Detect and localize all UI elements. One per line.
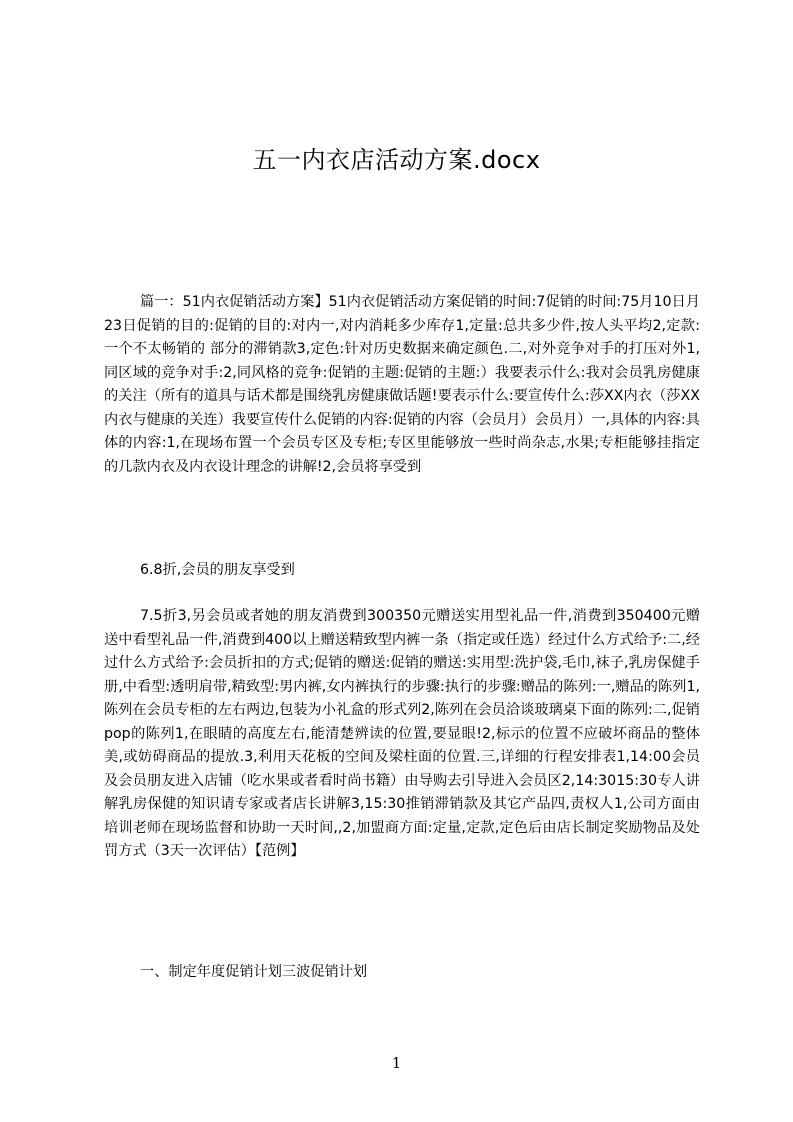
paragraph-intro: 篇一：51内衣促销活动方案】51内衣促销活动方案促销的时间:7促销的时间:75月10日月23日促销的目的:促销的目的:对内一,对内消耗多少库存1,定量:总共多少件,按人头平均2,定款:一个不太畅销的 部分的滞销款3,定色:针对历史数据来确定颜色.二,对外竞争对手的打压对外1,同区域的竞争对手:2,同风格的竞争:促销的主题:促销的主题:）我要表示什么:我对会员乳房健康的关注（所有的道具与话术都是围绕乳房健康做话题!要表示什么:要宣传什么:莎XX内衣（莎XX内衣与健康的关连）我要宣传什么促销的内容:促销的内容（会员月）会员月）一,具体的内容:具体的内容:1,在现场布置一个会员专区及专柜;专区里能够放一些时尚杂志,水果;专柜能够挂指定的几款内衣及内衣设计理念的讲解!2,会员将享受到 (104, 294, 700, 475)
paragraph-annual-plan: 一、制定年度促销计划三波促销计划 (140, 964, 368, 980)
document-title: 五一内衣店活动方案.docx (252, 146, 541, 174)
paragraph-discount-friend: 6.8折,会员的朋友享受到 (140, 562, 295, 578)
paragraph-details: 7.5折3,另会员或者她的朋友消费到300350元赠送实用型礼品一件,消费到350400元赠送中看型礼品一件,消费到400以上赠送精致型内裤一条（指定或任选）经过什么方式给予:二,经过什么方式给予:会员折扣的方式;促销的赠送:促销的赠送:实用型:洗护袋,毛巾,袜子,乳房保健手册,中看型:透明肩带,精致型:男内裤,女内裤执行的步骤:执行的步骤:赠品的陈列:一,赠品的陈列1,陈列在会员专柜的左右两边,包装为小礼盒的形式列2,陈列在会员洽谈玻璃桌下面的陈列:二,促销pop的陈列1,在眼睛的高度左右,能清楚辨读的位置,要显眼!2,标示的位置不应破坏商品的整体美,或妨碍商品的提放.3,利用天花板的空间及梁柱面的位置.三,详细的行程安排表1,14:00会员及会员朋友进入店铺（吃水果或者看时尚书籍）由导购去引导进入会员区2,14:3015:30专人讲解乳房保健的知识请专家或者店长讲解3,15:30推销滞销款及其它产品四,责权人1,公司方面由培训老师在现场监督和协助一天时间,,2,加盟商方面:定量,定款,定色后由店长制定奖励物品及处罚方式（3天一次评估）【范例】 (104, 608, 700, 859)
page-number: 1 (391, 1054, 402, 1072)
